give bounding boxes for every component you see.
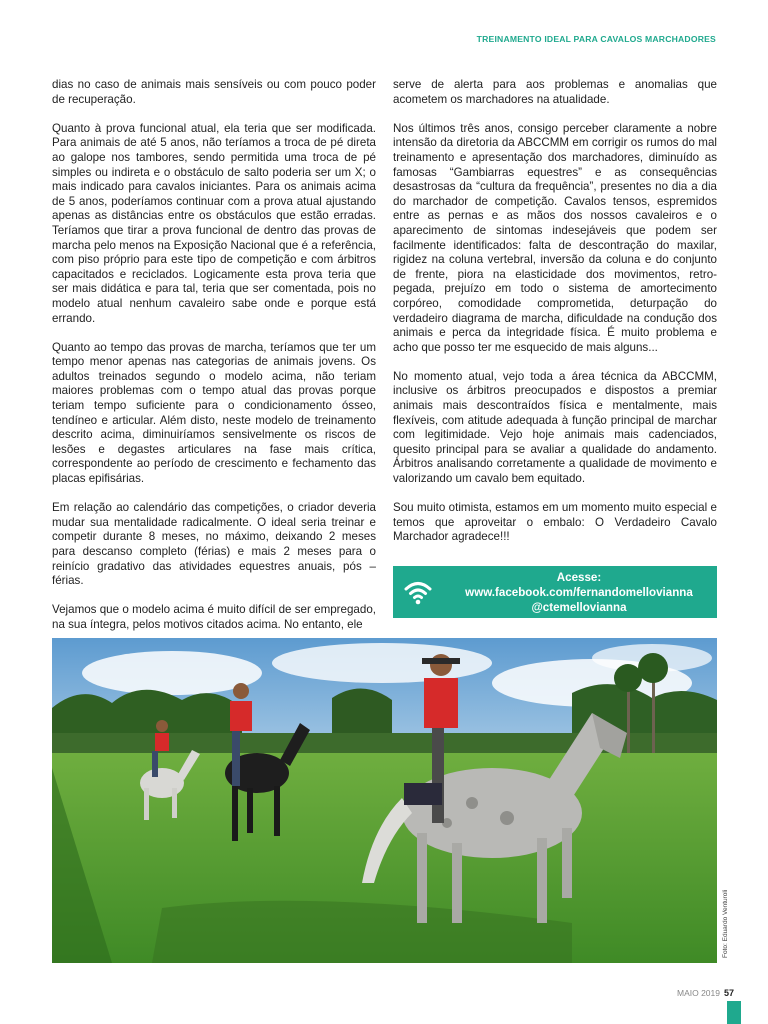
- paragraph: serve de alerta para aos problemas e anomalias que acometem os marchadores na atualidade.: [393, 78, 717, 106]
- paragraph: Quanto à prova funcional atual, ela teria que ser modificada. Para animais de até 5 anos, não teríamos a troca de pé direta ao galope nos tambores, sendo permitida uma troca de pé simples ou indireta e o obstáculo de salto poderia ser um X; o mais indicado para cavalos iniciantes. Para os animais acima de 5 anos, poderíamos continuar com a prova atual ajustando apenas as distâncias entre os obstáculos que estão erradas. Teríamos que tirar a prova funcional de dentro das provas de marcha pelo menos na Exposição Nacional que é a referência, com piso próprio para este tipo de competição e com árbitros capacitados e reciclados. Logicamente esta prova teria que ser mais didática e para tal, teria que ser comentada, pois no modelo atual nenhum cavaleiro sabe onde e porque está errando.: [52, 121, 376, 325]
- horses-photo: [52, 638, 717, 963]
- page-footer: [677, 988, 734, 998]
- paragraph: Vejamos que o modelo acima é muito difícil de ser empregado, na sua íntegra, pelos motivos citados acima. No entanto, ele: [52, 603, 376, 631]
- paragraph: Sou muito otimista, estamos em um momento muito especial e temos que aproveitar o embalo: O Verdadeiro Cavalo Marchador agradece!!!: [393, 501, 717, 544]
- paragraph: dias no caso de animais mais sensíveis ou com pouco poder de recuperação.: [52, 78, 376, 106]
- paragraph: Quanto ao tempo das provas de marcha, teríamos que ter um tempo menor apenas nas categorias de animais jovens. Os adultos treinados segundo o modelo acima, não teriam maiores problemas com o tempo atual das provas porque teriam tempo suficiente para o condicionamento ósseo, tendíneo e articular. Além disto, neste modelo de treinamento descrito acima, diminuiríamos sensivelmente os riscos de lesões e degastes articulares na fase mais crítica, correspondente ao período de crescimento e fechamento das placas epifisárias.: [52, 340, 376, 486]
- running-header: TREINAMENTO IDEAL PARA CAVALOS MARCHADORES: [476, 34, 716, 44]
- page-number: 57: [723, 988, 734, 998]
- cta-label: Acesse:: [556, 571, 602, 584]
- paragraph: Em relação ao calendário das competições, o criador deveria mudar sua mentalidade radicalmente. O ideal seria treinar e competir durante 8 meses, no máximo, deixando 2 meses para descanso completo (férias) e mais 2 meses para o reinício gradativo das atividades equestres anuais, pós – férias.: [52, 501, 376, 588]
- contact-box: [393, 566, 717, 618]
- issue-date: MAIO 2019: [676, 988, 720, 998]
- left-column: [52, 78, 376, 633]
- paragraph: Nos últimos três anos, consigo perceber claramente a nobre intensão da diretoria da ABCCMM em corrigir os rumos do mal treinamento e apresentação dos marchadores, diminuído as famosas “Gambiarras equestres” e as consequências desastrosas da “cultura da frequência”, presentes no dia a dia do marchador de competição. Cavalos tensos, espremidos entre as pernas e as mãos dos nossos cavaleiros e o aparecimento de sintomas indesejáveis que podem ser facilmente identificados: falta de descontração do maxilar, rigidez na coluna vertebral, inversão da coluna e do conjunto de frente, piora na elasticidade dos movimentos, retro- pegada, prejuízo em todo o sistema de amortecimento corpóreo, comodidade comprometida, deturpação do verdadeiro diagrama de marcha, dificuldade na condução dos animais e perca da integridade física. É muito problema e acho que posso ter me esquecido de mais alguns...: [393, 121, 717, 354]
- instagram-handle[interactable]: @ctemellovianna: [531, 601, 627, 614]
- facebook-link[interactable]: www.facebook.com/fernandomellovianna: [465, 586, 693, 599]
- footer-accent-bar: [727, 1001, 741, 1024]
- right-column: [393, 78, 717, 545]
- wifi-icon: [403, 577, 433, 607]
- paragraph: No momento atual, vejo toda a área técnica da ABCCMM, inclusive os árbitros preocupados e dispostos a premiar animais mais descontraídos física e mentalmente, mais flexíveis, com atitude adequada à função principal de marchar com legitimidade. Vejo hoje animais mais cadenciados, quesito principal para se avaliar a qualidade do andamento. Árbitros analisando corretamente a qualidade de movimento e valorizando um cavalo bem equitado.: [393, 369, 717, 486]
- photo-credit: Foto: Eduardo Venturoli: [722, 889, 729, 958]
